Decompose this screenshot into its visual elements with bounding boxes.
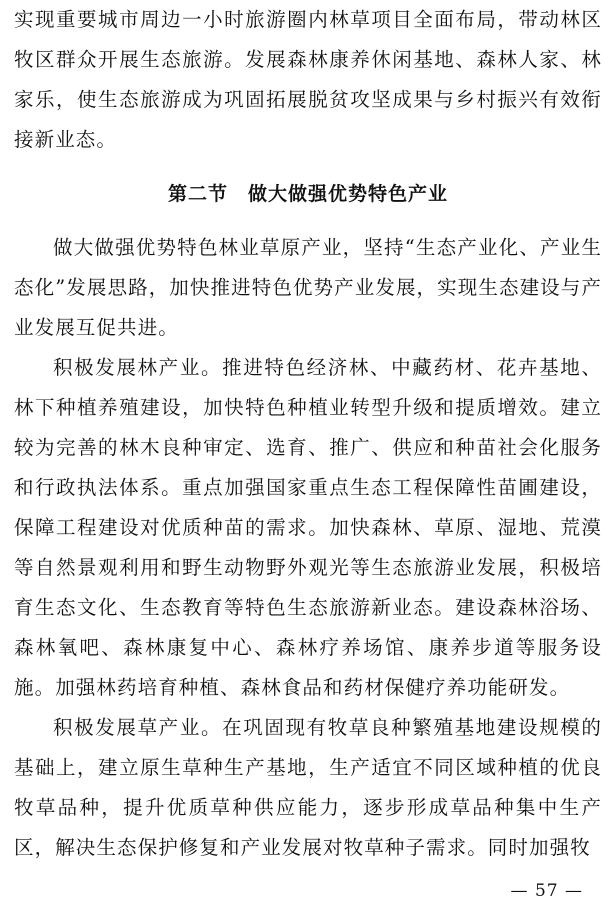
paragraph-continuation: 实现重要城市周边一小时旅游圈内林草项目全面布局，带动林区牧区群众开展生态旅游。发展森林康养休闲基地、森林人家、林家乐，使生态旅游成为巩固拓展脱贫攻坚成果与乡村振兴有效衔接新业态。 (14, 8, 602, 151)
page-number: — 57 — (510, 881, 583, 901)
paragraph-forestry: 积极发展林产业。推进特色经济林、中藏药材、花卉基地、林下种植养殖建设，加快特色种植业转型升级和提质增效。建立较为完善的林木良种审定、选育、推广、供应和种苗社会化服务和行政执法体系。重点加强国家重点生态工程保障性苗圃建设，保障工程建设对优质种苗的需求。加快森林、草原、湿地、荒漠等自然景观利用和野生动物野外观光等生态旅游业发展，积极培育生态文化、生态教育等特色生态旅游新业态。建设森林浴场、森林氧吧、森林康复中心、森林疗养场馆、康养步道等服务设施。加强林药培育种植、森林食品和药材保健疗养功能研发。 (14, 356, 602, 699)
section-heading: 第二节 做大做强优势特色产业 (167, 183, 448, 205)
document-page (14, 0, 602, 868)
paragraph-grassland: 积极发展草产业。在巩固现有牧草良种繁殖基地建设规模的基础上，建立原生草种生产基地，生产适宜不同区域种植的优良牧草品种，提升优质草种供应能力，逐步形成草品种集中生产区，解决生态保护修复和产业发展对牧草种子需求。同时加强牧 (14, 716, 602, 859)
paragraph-intro: 做大做强优势特色林业草原产业，坚持“生态产业化、产业生态化”发展思路，加快推进特色优势产业发展，实现生态建设与产业发展互促共进。 (14, 236, 602, 339)
